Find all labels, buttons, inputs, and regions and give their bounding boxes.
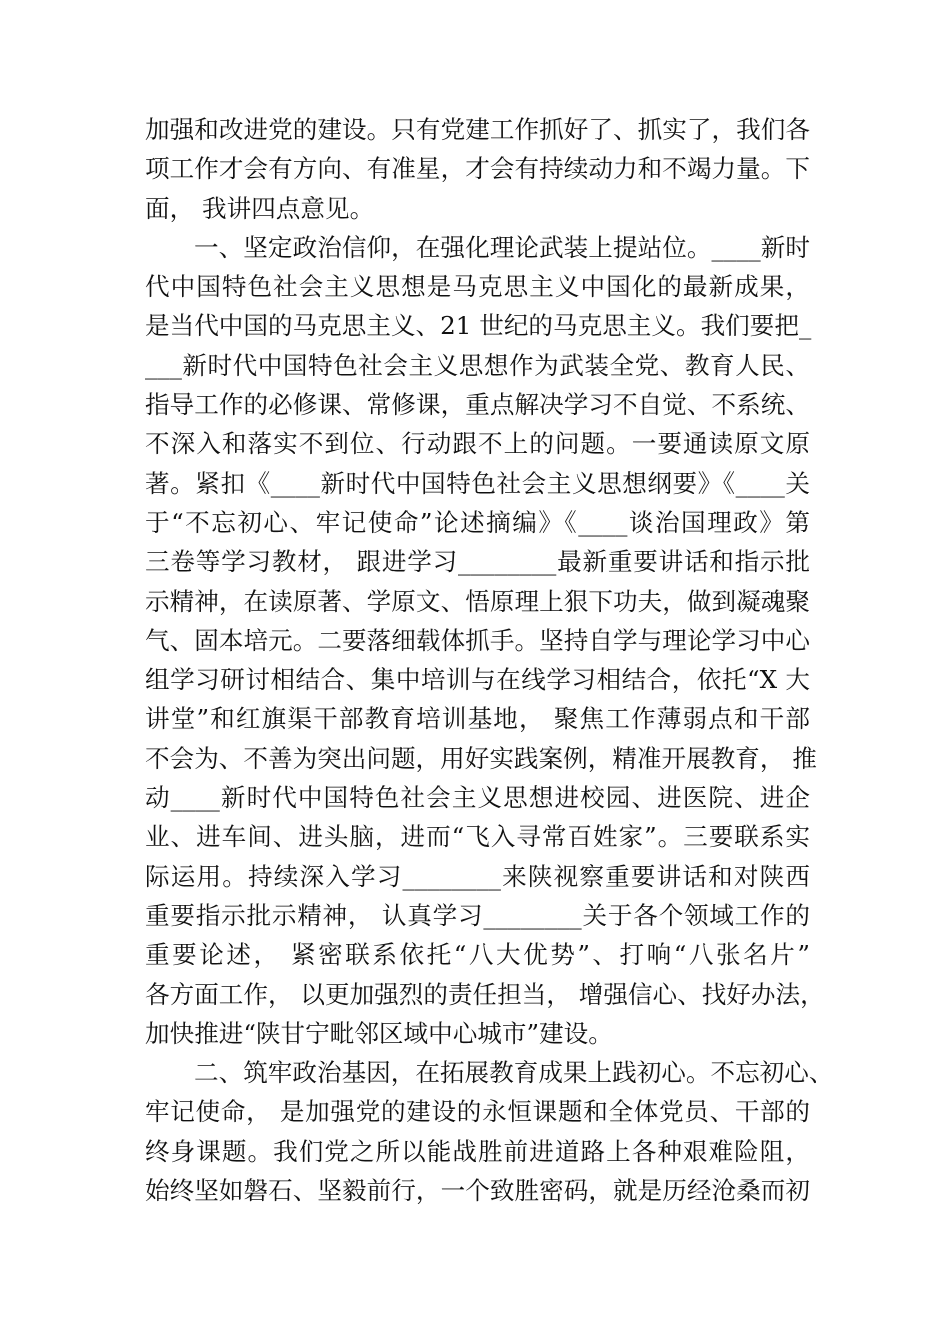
text-line: 加强和改进党的建设。只有党建工作抓好了、抓实了，我们各 bbox=[145, 115, 810, 144]
text-line: 指导工作的必修课、常修课，重点解决学习不自觉、不系统、 bbox=[145, 390, 810, 420]
text-line: 重要指示批示精神， 认真学习________关于各个领域工作的 bbox=[145, 900, 810, 930]
text-line: 代中国特色社会主义思想是马克思主义中国化的最新成果， bbox=[145, 272, 810, 302]
text-line: 终身课题。我们党之所以能战胜前进道路上各种艰难险阻， bbox=[145, 1136, 810, 1166]
text-line: 示精神，在读原著、学原文、悟原理上狠下功夫，做到凝魂聚 bbox=[145, 586, 810, 616]
document-page bbox=[145, 110, 834, 1210]
paragraph-section-two bbox=[145, 1053, 834, 1210]
text-line: 牢记使命， 是加强党的建设的永恒课题和全体党员、干部的 bbox=[145, 1097, 810, 1127]
text-line: 著。紧扣《____新时代中国特色社会主义思想纲要》《____关 bbox=[145, 468, 810, 498]
text-line: 项工作才会有方向、有准星，才会有持续动力和不竭力量。下 bbox=[145, 154, 810, 184]
text-line: 加快推进“陕甘宁毗邻区域中心城市”建设。 bbox=[145, 1018, 613, 1048]
text-line: 业、进车间、进头脑，进而“飞入寻常百姓家”。三要联系实 bbox=[145, 822, 810, 852]
text-line: 重要论述， 紧密联系依托“八大优势”、打响“八张名片” bbox=[145, 940, 810, 970]
text-line: 不深入和落实不到位、行动跟不上的问题。一要通读原文原 bbox=[145, 429, 810, 459]
paragraph-section-one bbox=[145, 228, 825, 1053]
paragraph-intro-end bbox=[145, 110, 810, 228]
text-line: 一、坚定政治信仰，在强化理论武装上提站位。____新时 bbox=[194, 232, 810, 262]
text-line: ___新时代中国特色社会主义思想作为武装全党、教育人民、 bbox=[145, 350, 810, 380]
text-line: 不会为、不善为突出问题，用好实践案例，精准开展教育， 推 bbox=[145, 743, 817, 773]
text-line: 气、固本培元。二要落细载体抓手。坚持自学与理论学习中心 bbox=[145, 625, 810, 655]
text-line: 二、筑牢政治基因，在拓展教育成果上践初心。不忘初心、 bbox=[194, 1058, 834, 1088]
text-line: 三卷等学习教材， 跟进学习________最新重要讲话和指示批 bbox=[145, 547, 810, 577]
text-line: 动____新时代中国特色社会主义思想进校园、进医院、进企 bbox=[145, 783, 810, 813]
text-line: 组学习研讨相结合、集中培训与在线学习相结合，依托“X 大 bbox=[145, 665, 810, 695]
text-line: 各方面工作， 以更加强烈的责任担当， 增强信心、找好办法， bbox=[145, 979, 825, 1009]
text-line: 际运用。持续深入学习________来陕视察重要讲话和对陕西 bbox=[145, 861, 810, 891]
text-line: 是当代中国的马克思主义、21 世纪的马克思主义。我们要把_ bbox=[145, 311, 812, 341]
text-line: 于“不忘初心、牢记使命”论述摘编》《____谈治国理政》第 bbox=[145, 507, 810, 537]
text-line: 面， 我讲四点意见。 bbox=[145, 193, 375, 223]
text-line: 讲堂”和红旗渠干部教育培训基地， 聚焦工作薄弱点和干部 bbox=[145, 704, 810, 734]
text-line: 始终坚如磐石、坚毅前行，一个致胜密码，就是历经沧桑而初 bbox=[145, 1176, 810, 1206]
